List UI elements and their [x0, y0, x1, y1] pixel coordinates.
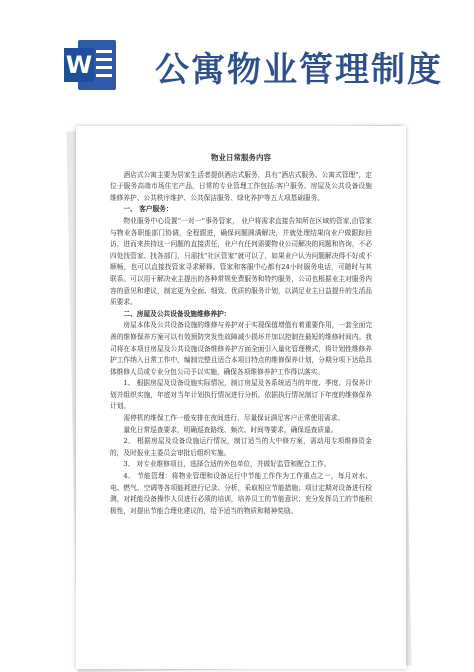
banner-title: 公寓物业管理制度 — [155, 50, 443, 90]
banner — [0, 0, 474, 108]
paragraph: 3、 对专业维修项目，选择合适的外包单位，并做好监管和配合工作。 — [123, 460, 331, 469]
paragraph: 酒店式公寓主要为居家生活者提供酒店式服务，具有“酒店式服务、公寓式管理”，定位于服务高端市场住宅产品，日常的专业管理工作包括:客户服务、房屋及公共设备设施维修养护、公共秩序维护、公共保洁服务、绿化养护等五大项基础服务。 — [110, 170, 372, 202]
document-title: 物业日常服务内容 — [211, 153, 271, 162]
paragraph: 需停机的维保工作一般安排在夜间进行，尽量保证满足客户正常使用需求。 — [123, 414, 345, 423]
paragraph: 2、 根据房屋及设备设施运行情况，制订适当的大中修方案，需动用专项维修资金的，及时报业主委员会审批后组织实施。 — [110, 437, 372, 457]
paragraph: 房屋本体及公共设备设施的维修与养护对于实现保值增值有着重要作用，一套全面完善的维修保养方案可以有效预防突发性故障减少损坏并加以控制在最短的维修时间内。我司将在本项目房屋及公共设施设备维修养护方面全面引入量化管理模式，将计划性维修养护工作纳入日常工作中，编制完整且适合本项目特点的维修保养计划，分期分项下达给具体维修人员或专业分包公司予以实施，确保各项维修养护工作得以落实。 — [110, 321, 372, 376]
paragraph: 量化日常巡查要求，明确巡查路线、频次、时间等要求，确保巡查质量。 — [123, 425, 338, 434]
section-heading: 一、 客户服务： — [123, 205, 173, 214]
word-icon-letter: W — [64, 48, 94, 82]
document-body — [110, 170, 372, 518]
word-document-icon — [64, 40, 116, 90]
paragraph: 1、 根据房屋及设备设施实际情况，制订房屋及各系统适当的年度、季度、月保养计划并组织实施，年底对当年计划执行情况进行分析，依据执行情况制订下年度的维修保养计划。 — [110, 379, 372, 411]
paragraph: 4、 节能管理：将物业管理和设备运行中节能工作作为工作重点之一，每月对水、电、燃气、空调等各项能耗进行记录、分析，采取相应节能措施；项目定期对设备进行检测，对耗能设备操作人员进行必须的培训，培养员工的节能意识；充分发挥员工的节能积极性，对提出节能合理化建议的，给予适当的物质和精神奖励。 — [110, 472, 372, 515]
document-page — [76, 126, 406, 669]
paragraph: 物业服务中心设置“一对一”事务管家， 业户将需求直接告知所在区域的管家,由管家与物业各职能部门协调，全程跟进，确保问题圆满解决，并就处理结果向业户做跟踪回访，进而来扶持这一问题的直接责任，业户有任何需要物业公司解决的问题和咨询，不必四处找管家、找各部门，只需找“社区管家”就可以了，如果业户认为问题解决得不好或不顺畅，也可以直接找管家寻求解释。管家和客服中心都有24小时服务电话，可随时与其联系。可以用于解决业主提出的各种常规免费服务和特约服务，公司也根据业主对服务内容的意见和建议，制定更为全面、细致、优质的服务计划，以满足业主日益提升的生活品质要求。 — [110, 216, 372, 307]
section-heading: 二、房屋及公共设备设施维修养护： — [123, 309, 231, 318]
